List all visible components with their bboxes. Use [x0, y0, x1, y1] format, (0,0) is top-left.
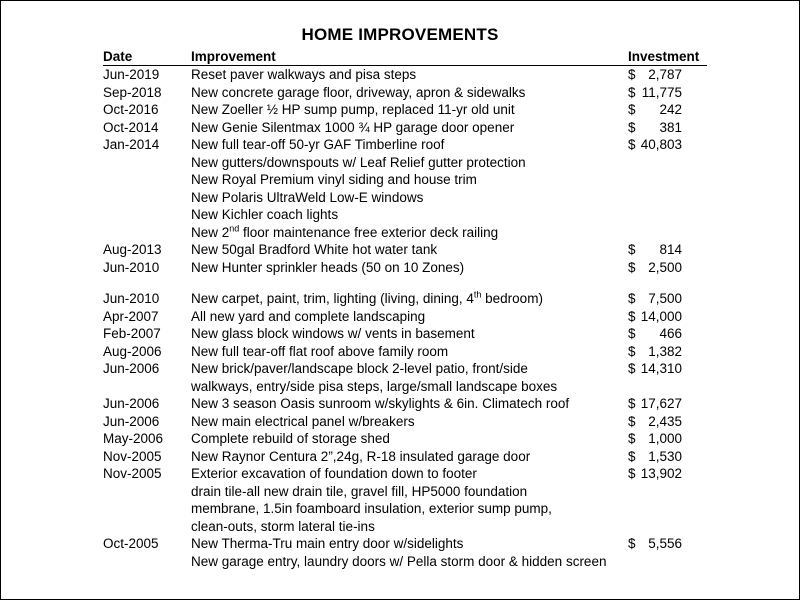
row-improvement: New brick/paver/landscape block 2-level patio, front/side: [191, 361, 528, 376]
table-row: [103, 430, 707, 448]
row-improvement: New full tear-off flat roof above family room: [191, 343, 449, 359]
row-improvement: New Zoeller ½ HP sump pump, replaced 11-yr old unit: [191, 102, 515, 117]
page-title: HOME IMPROVEMENTS: [301, 25, 499, 44]
table-row: [103, 308, 707, 326]
investment-amount: 2,500: [648, 259, 682, 275]
table-row: [103, 413, 707, 431]
row-date: Nov-2005: [103, 466, 162, 481]
investment-amount: 40,803: [640, 137, 682, 152]
investment-amount: 2,435: [648, 413, 682, 429]
row-date: Jun-2006: [103, 396, 160, 411]
table-header: [103, 48, 707, 66]
ordinal-suffix: th: [473, 289, 482, 300]
table-row: [103, 241, 707, 259]
row-date: Oct-2005: [103, 536, 159, 551]
table-row: [103, 171, 707, 189]
currency-symbol: $: [628, 259, 636, 275]
table-row: [103, 360, 707, 378]
table-row: [103, 483, 707, 501]
row-date: Jun-2006: [103, 413, 160, 429]
row-improvement: New Kichler coach lights: [191, 207, 339, 222]
column-header-improvement: Improvement: [191, 49, 276, 64]
investment-amount: 242: [659, 102, 682, 117]
row-date: Jun-2010: [103, 259, 160, 275]
currency-symbol: $: [628, 67, 636, 82]
row-date: Jan-2014: [103, 137, 160, 152]
row-improvement: Reset paver walkways and pisa steps: [191, 67, 417, 82]
investment-amount: 14,310: [640, 361, 682, 376]
row-date: Sep-2018: [103, 84, 162, 100]
row-date: Jun-2019: [103, 67, 160, 82]
row-date: Nov-2005: [103, 448, 162, 464]
currency-symbol: $: [628, 326, 636, 341]
currency-symbol: $: [628, 137, 636, 152]
row-date: Jun-2010: [103, 291, 160, 306]
row-improvement: Exterior excavation of foundation down to footer: [191, 466, 477, 481]
currency-symbol: $: [628, 413, 636, 429]
table-row: [103, 101, 707, 119]
investment-amount: 13,902: [640, 466, 682, 481]
table-row: [103, 535, 707, 553]
investment-amount: 1,000: [648, 431, 682, 446]
table-row: [103, 84, 707, 102]
investment-amount: 1,382: [648, 343, 682, 359]
table-row: [103, 448, 707, 466]
investment-amount: 381: [659, 119, 682, 135]
table-row: [103, 343, 707, 361]
row-improvement: New garage entry, laundry doors w/ Pella storm door & hidden screen: [191, 553, 607, 569]
row-improvement: New 50gal Bradford White hot water tank: [191, 242, 438, 257]
row-improvement: New 3 season Oasis sunroom w/skylights & 6in. Climatech roof: [191, 396, 570, 411]
currency-symbol: $: [628, 291, 636, 306]
row-date: Apr-2007: [103, 308, 159, 324]
row-date: Aug-2013: [103, 242, 162, 257]
investment-amount: 17,627: [640, 396, 682, 411]
table-row: [103, 325, 707, 343]
table-row: [103, 206, 707, 224]
row-date: Oct-2016: [103, 102, 159, 117]
improvement-text: floor maintenance free exterior deck railing: [239, 224, 499, 240]
currency-symbol: $: [628, 84, 636, 100]
row-date: Feb-2007: [103, 326, 161, 341]
table-row: [103, 119, 707, 137]
table-row: [103, 378, 707, 396]
column-header-investment: Investment: [628, 49, 700, 64]
table-row: [103, 290, 707, 308]
row-improvement: New Raynor Centura 2”,24g, R-18 insulated garage door: [191, 448, 531, 464]
table-row: [103, 500, 707, 518]
currency-symbol: $: [628, 343, 636, 359]
table-row: [103, 154, 707, 172]
row-improvement: New Royal Premium vinyl siding and house trim: [191, 172, 477, 187]
investment-amount: 14,000: [640, 308, 682, 324]
currency-symbol: $: [628, 536, 636, 551]
row-improvement: New Therma-Tru main entry door w/sidelights: [191, 536, 464, 551]
row-improvement: [191, 290, 543, 308]
currency-symbol: $: [628, 119, 636, 135]
row-date: Aug-2006: [103, 343, 162, 359]
currency-symbol: $: [628, 102, 636, 117]
improvement-text: bedroom): [481, 291, 543, 306]
currency-symbol: $: [628, 431, 636, 446]
table-row: [103, 395, 707, 413]
improvement-text: New 2: [191, 224, 230, 240]
row-improvement: membrane, 1.5in foamboard insulation, exterior sump pump,: [191, 501, 552, 516]
currency-symbol: $: [628, 308, 636, 324]
table-row: [103, 518, 707, 536]
row-date: Jun-2006: [103, 361, 160, 376]
investment-amount: 11,775: [641, 84, 682, 100]
column-header-date: Date: [103, 49, 133, 64]
row-improvement: drain tile-all new drain tile, gravel fill, HP5000 foundation: [191, 483, 528, 499]
improvement-text: New carpet, paint, trim, lighting (living, dining, 4: [191, 291, 474, 306]
row-improvement: New Polaris UltraWeld Low-E windows: [191, 189, 424, 205]
row-improvement: Complete rebuild of storage shed: [191, 431, 390, 446]
row-improvement: New Hunter sprinkler heads (50 on 10 Zones): [191, 259, 465, 275]
table-row: [103, 136, 707, 154]
table-row: [103, 66, 707, 84]
ordinal-suffix: nd: [229, 223, 240, 233]
row-improvement: New full tear-off 50-yr GAF Timberline roof: [191, 137, 445, 152]
currency-symbol: $: [628, 242, 636, 257]
row-improvement: New concrete garage floor, driveway, apron & sidewalks: [191, 84, 526, 100]
row-improvement: New Genie Silentmax 1000 ¾ HP garage door opener: [191, 119, 515, 135]
row-improvement: clean-outs, storm lateral tie-ins: [191, 518, 375, 534]
currency-symbol: $: [628, 361, 636, 376]
investment-amount: 814: [659, 242, 682, 257]
currency-symbol: $: [628, 396, 636, 411]
currency-symbol: $: [628, 466, 636, 481]
row-improvement: All new yard and complete landscaping: [191, 308, 426, 324]
table-row: [103, 465, 707, 483]
investment-amount: 2,787: [648, 67, 682, 82]
investment-amount: 5,556: [648, 536, 682, 551]
investment-amount: 1,530: [648, 448, 682, 464]
improvements-table: [103, 66, 707, 570]
investment-amount: 7,500: [648, 291, 682, 306]
row-improvement: New gutters/downspouts w/ Leaf Relief gutter protection: [191, 154, 526, 170]
row-improvement: New main electrical panel w/breakers: [191, 413, 415, 429]
investment-amount: 466: [659, 326, 682, 341]
table-row: [103, 224, 707, 242]
currency-symbol: $: [628, 448, 636, 464]
row-date: May-2006: [103, 431, 164, 446]
row-date: Oct-2014: [103, 119, 159, 135]
table-row: [103, 553, 707, 571]
row-improvement: [191, 224, 498, 242]
row-improvement: New glass block windows w/ vents in basement: [191, 326, 475, 341]
table-row: [103, 259, 707, 277]
table-row: [103, 189, 707, 207]
row-improvement: walkways, entry/side pisa steps, large/small landscape boxes: [191, 378, 558, 394]
